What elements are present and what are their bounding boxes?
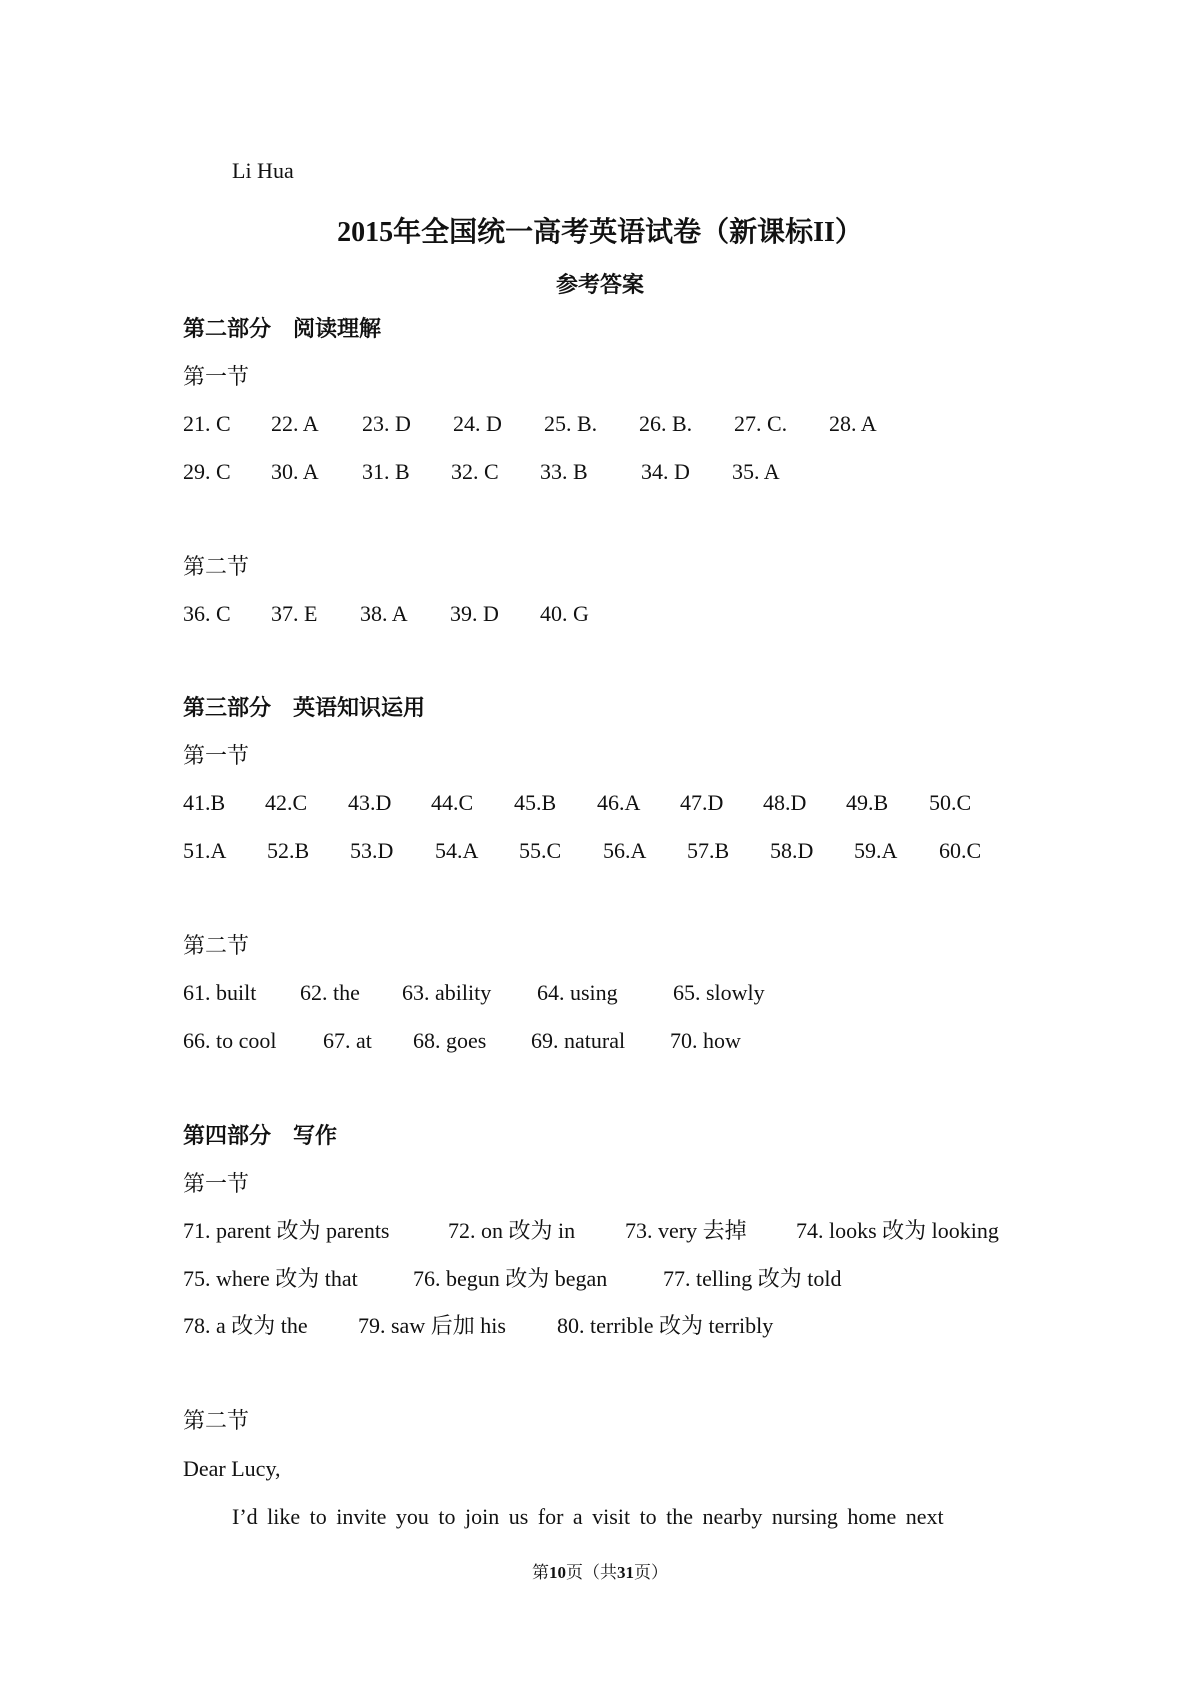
answer-item: 68. goes (413, 1028, 487, 1053)
answer-item: 55.C (519, 838, 562, 863)
answer-item: 27. C. (734, 411, 788, 436)
answer-item: 29. C (183, 459, 231, 484)
answer-item: 70. how (670, 1028, 741, 1053)
answer-item: 56.A (603, 838, 647, 863)
answer-item: 23. D (362, 411, 411, 436)
answer-item: 51.A (183, 838, 227, 863)
answer-item: 79. saw 后加 his (358, 1313, 506, 1338)
answer-item: 40. G (540, 601, 589, 626)
answer-item: 61. built (183, 980, 257, 1005)
answer-item: 65. slowly (673, 980, 765, 1005)
answer-item: 32. C (451, 459, 499, 484)
part3-heading: 第三部分 英语知识运用 (183, 695, 426, 720)
answer-item: 77. telling 改为 told (663, 1266, 842, 1291)
footer-suffix: 页） (634, 1563, 668, 1582)
answer-item: 66. to cool (183, 1028, 277, 1053)
letter-greeting: Dear Lucy, (183, 1456, 281, 1481)
answer-item: 53.D (350, 838, 394, 863)
answer-item: 24. D (453, 411, 502, 436)
answer-item: 43.D (348, 790, 392, 815)
answer-item: 33. B (540, 459, 588, 484)
answer-item: 41.B (183, 790, 226, 815)
answer-item: 21. C (183, 411, 231, 436)
answer-item: 39. D (450, 601, 499, 626)
answer-item: 69. natural (531, 1028, 626, 1053)
answer-item: 31. B (362, 459, 410, 484)
part2-sec2-label: 第二节 (183, 554, 250, 579)
answer-item: 37. E (271, 601, 318, 626)
answer-item: 34. D (641, 459, 690, 484)
footer-prefix: 第 (532, 1563, 549, 1582)
page-title: 2015年全国统一高考英语试卷（新课标II） (337, 217, 863, 248)
part3-sec1-label: 第一节 (183, 743, 250, 768)
answer-item: 50.C (929, 790, 972, 815)
answer-item: 78. a 改为 the (183, 1313, 308, 1338)
part4-sec1-label: 第一节 (183, 1171, 250, 1196)
answer-item: 57.B (687, 838, 730, 863)
answer-item: 36. C (183, 601, 231, 626)
answer-item: 74. looks 改为 looking (796, 1218, 999, 1243)
answer-item: 58.D (770, 838, 814, 863)
answer-item: 38. A (360, 601, 408, 626)
answer-item: 22. A (271, 411, 319, 436)
answer-item: 28. A (829, 411, 877, 436)
answer-item: 67. at (323, 1028, 372, 1053)
answer-item: 45.B (514, 790, 557, 815)
answer-item: 47.D (680, 790, 724, 815)
answer-item: 48.D (763, 790, 807, 815)
part3-sec2-label: 第二节 (183, 933, 250, 958)
page-subtitle: 参考答案 (555, 272, 644, 297)
answer-item: 76. begun 改为 began (413, 1266, 608, 1291)
answer-item: 75. where 改为 that (183, 1266, 358, 1291)
part4-sec2-label: 第二节 (183, 1408, 250, 1433)
answer-item: 72. on 改为 in (448, 1218, 576, 1243)
footer-total-pages: 31 (617, 1563, 634, 1582)
answer-item: 73. very 去掉 (625, 1218, 747, 1243)
answer-item: 54.A (435, 838, 479, 863)
answer-item: 62. the (300, 980, 360, 1005)
answer-item: 30. A (271, 459, 319, 484)
answer-item: 64. using (537, 980, 618, 1005)
answer-item: 49.B (846, 790, 889, 815)
answer-item: 63. ability (402, 980, 492, 1005)
answer-item: 25. B. (544, 411, 598, 436)
answer-item: 52.B (267, 838, 310, 863)
footer-middle: 页（共 (566, 1563, 617, 1582)
answer-item: 46.A (597, 790, 641, 815)
signature: Li Hua (232, 158, 294, 183)
answer-item: 60.C (939, 838, 982, 863)
answer-item: 80. terrible 改为 terribly (557, 1313, 774, 1338)
page-footer (0, 1558, 1200, 1583)
answer-item: 59.A (854, 838, 898, 863)
answer-item: 42.C (265, 790, 308, 815)
answer-item: 44.C (431, 790, 474, 815)
answer-item: 26. B. (639, 411, 693, 436)
part4-heading: 第四部分 写作 (183, 1123, 338, 1148)
part2-sec1-label: 第一节 (183, 364, 250, 389)
answer-item: 71. parent 改为 parents (183, 1218, 390, 1243)
part2-heading: 第二部分 阅读理解 (183, 316, 382, 341)
answer-item: 35. A (732, 459, 780, 484)
footer-page-number: 10 (549, 1563, 566, 1582)
letter-body-line: I’d like to invite you to join us for a visit to the nearby nursing home next (232, 1504, 944, 1529)
